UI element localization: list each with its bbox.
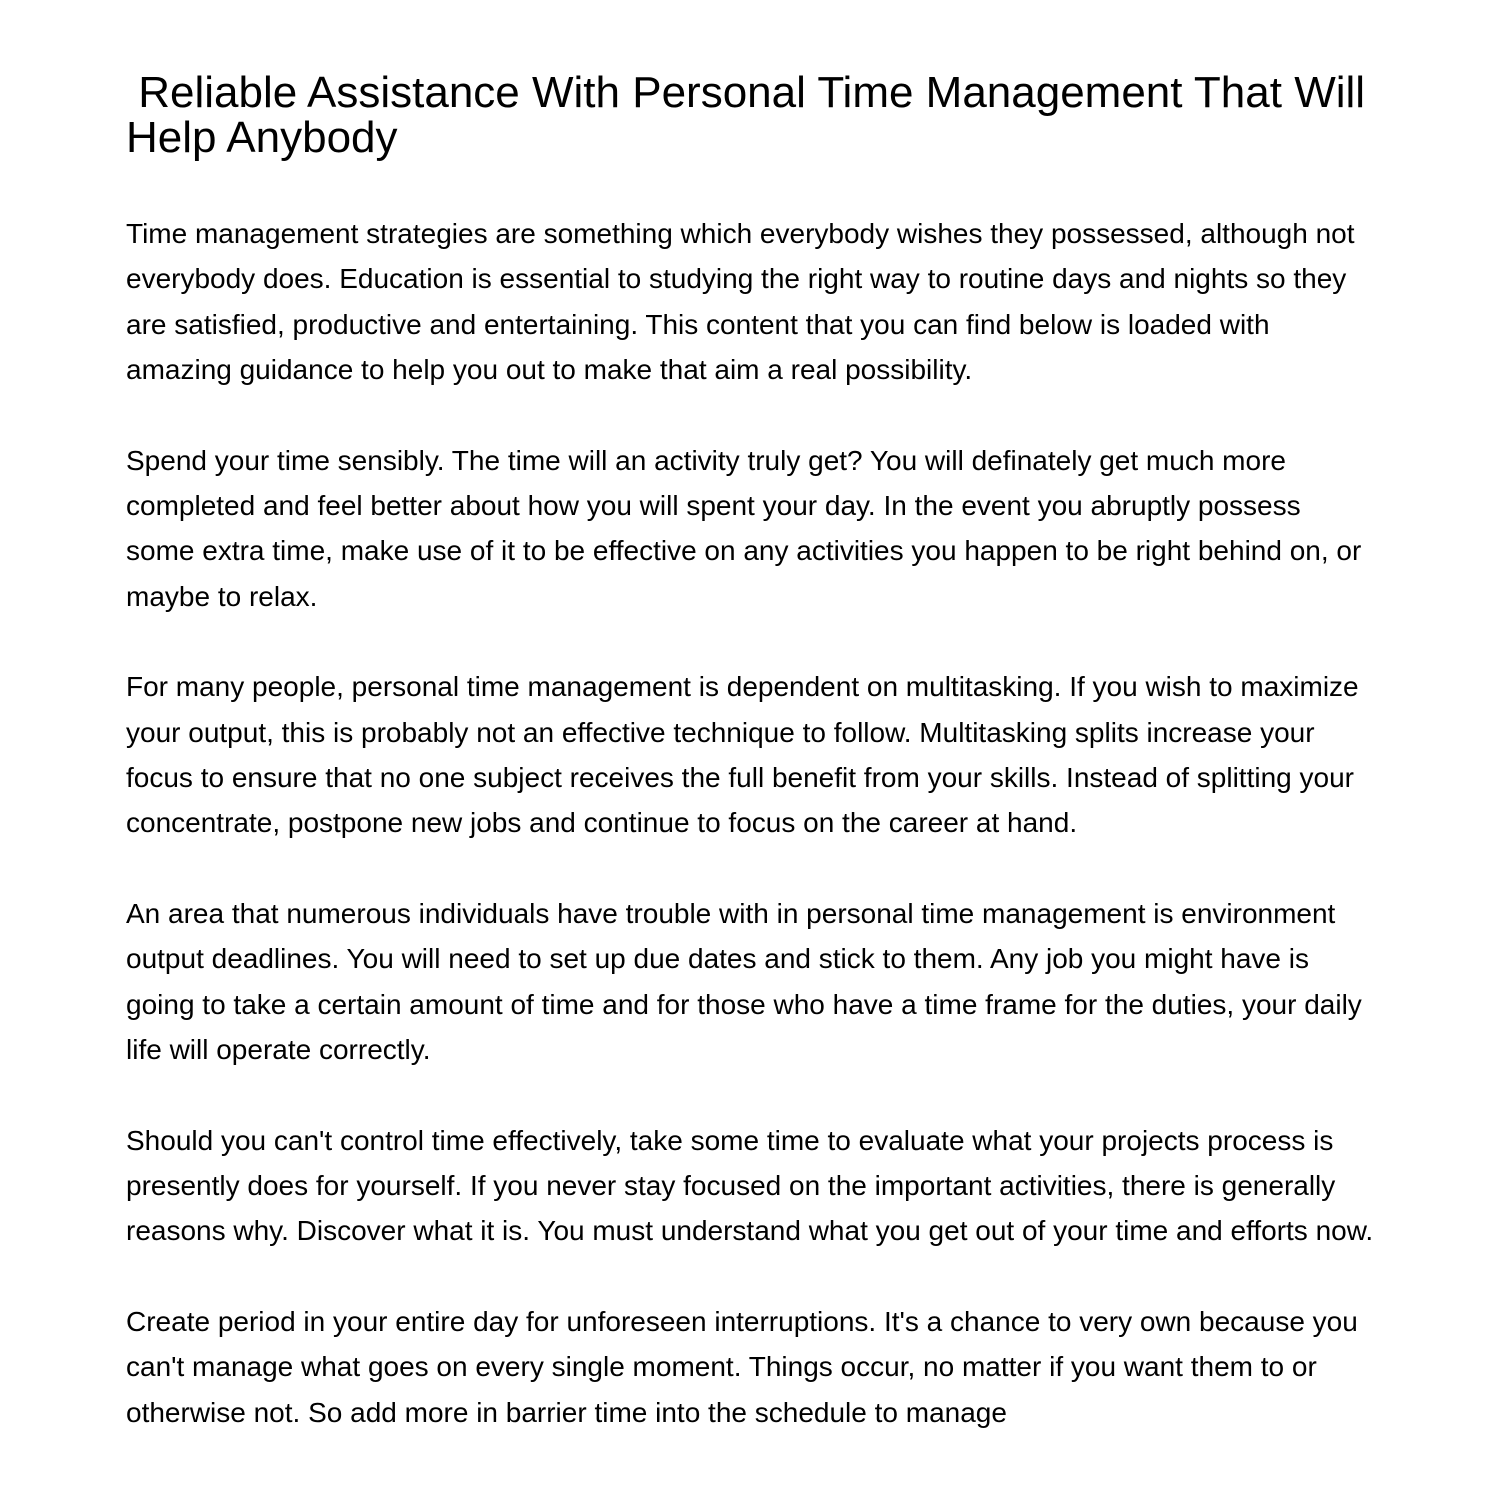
paragraph: Time management strategies are something which everybody wishes they possessed, although not everybody does. Education is essential to studying the right way to routine days and nights so they are satisfied, productive and entertaining. This content that you can find below is loaded with amazing guidance to help you out to make that aim a real possibility. — [126, 218, 1355, 386]
paragraph: Spend your time sensibly. The time will an activity truly get? You will definately get much more completed and feel better about how you will spent your day. In the event you abruptly possess some extra time, make use of it to be effective on any activities you happen to be right behind on, or maybe to relax. — [126, 444, 1362, 612]
paragraph: Create period in your entire day for unforeseen interruptions. It's a chance to very own because you can't manage what goes on every single moment. Things occur, no matter if you want them to or otherwise not. So add more in barrier time into the schedule to manage — [126, 1305, 1358, 1428]
page-title: Reliable Assistance With Personal Time Management That Will Help Anybody — [126, 68, 1378, 162]
article-body — [126, 211, 1376, 1480]
paragraph: For many people, personal time management is dependent on multitasking. If you wish to maximize your output, this is probably not an effective technique to follow. Multitasking splits increase your focus to ensure that no one subject receives the full benefit from your skills. Instead of splitting your concentrate, postpone new jobs and continue to focus on the career at hand. — [126, 671, 1359, 839]
paragraph: An area that numerous individuals have trouble with in personal time management is environment output deadlines. You will need to set up due dates and stick to them. Any job you might have is going to take a certain amount of time and for those who have a time frame for the duties, your daily life will operate correctly. — [126, 897, 1362, 1066]
paragraph: Should you can't control time effectively, take some time to evaluate what your projects process is presently does for yourself. If you never stay focused on the important activities, there is generally reasons why. Discover what it is. You must understand what you get out of your time and efforts now. — [126, 1124, 1374, 1247]
